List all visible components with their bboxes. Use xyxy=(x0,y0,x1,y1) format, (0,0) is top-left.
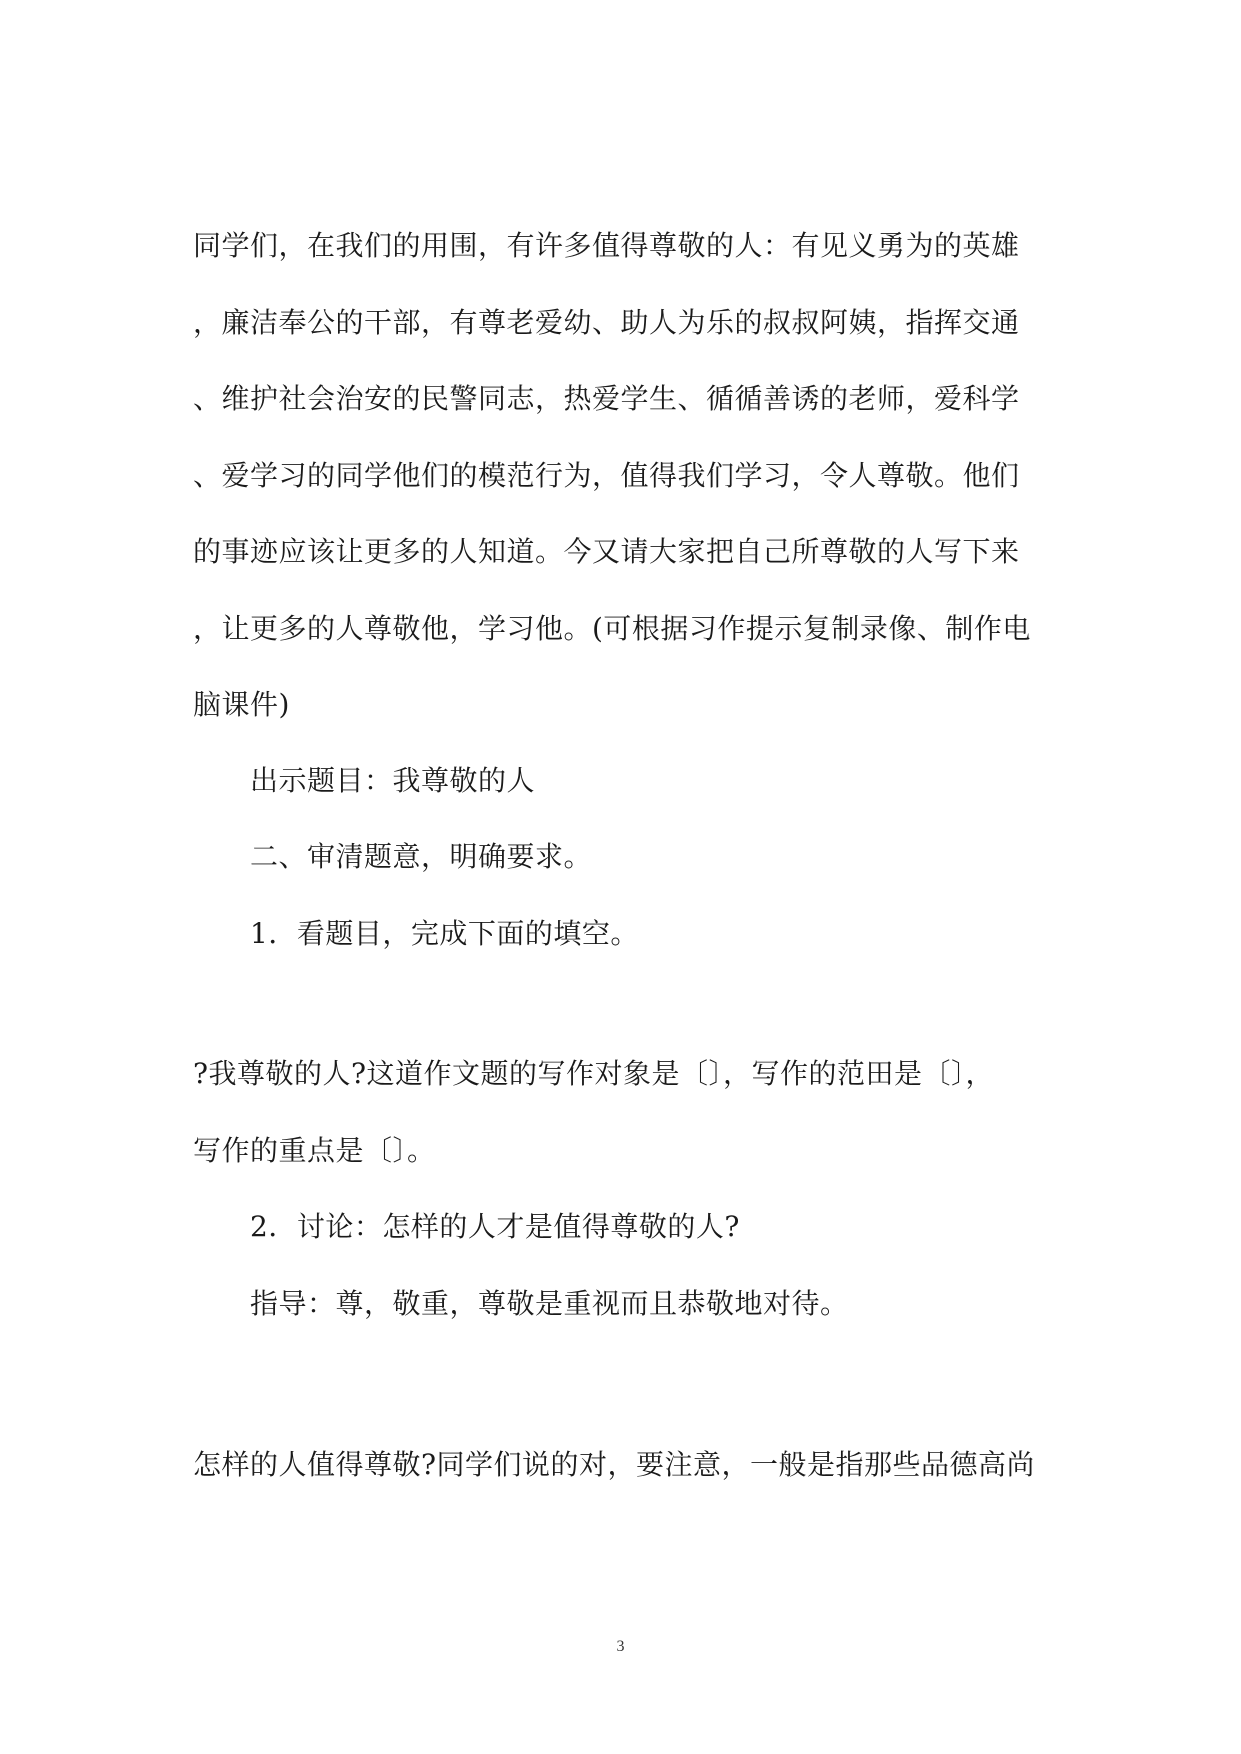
page-number: 3 xyxy=(616,1638,625,1655)
paragraph-line: 、爱学习的同学他们的模范行为，值得我们学习，令人尊敬。他们 xyxy=(193,459,1020,492)
paragraph-line: 怎样的人值得尊敬?同学们说的对，要注意，一般是指那些品德高尚 xyxy=(193,1448,1036,1481)
list-item: 2．讨论：怎样的人才是值得尊敬的人? xyxy=(250,1210,740,1243)
paragraph-line: ，廉洁奉公的干部，有尊老爱幼、助人为乐的叔叔阿姨，指挥交通 xyxy=(193,306,1020,339)
paragraph-line: 脑课件) xyxy=(193,688,290,721)
paragraph-line: ，让更多的人尊敬他，学习他。(可根据习作提示复制录像、制作电 xyxy=(193,612,1031,645)
paragraph-line: 的事迹应该让更多的人知道。今又请大家把自己所尊敬的人写下来 xyxy=(193,535,1020,568)
paragraph-line: ?我尊敬的人?这道作文题的写作对象是〔〕，写作的范田是〔〕， xyxy=(193,1057,995,1090)
paragraph-line: 指导：尊，敬重，尊敬是重视而且恭敬地对待。 xyxy=(250,1287,849,1320)
section-heading: 二、审清题意，明确要求。 xyxy=(250,840,593,873)
paragraph-line: 、维护社会治安的民警同志，热爱学生、循循善诱的老师，爱科学 xyxy=(193,382,1020,415)
list-item: 1．看题目，完成下面的填空。 xyxy=(250,917,639,950)
paragraph-line: 写作的重点是〔〕。 xyxy=(193,1134,436,1167)
title-line: 出示题目：我尊敬的人 xyxy=(250,764,536,797)
paragraph-line: 同学们，在我们的用围，有许多值得尊敬的人：有见义勇为的英雄 xyxy=(193,229,1020,262)
